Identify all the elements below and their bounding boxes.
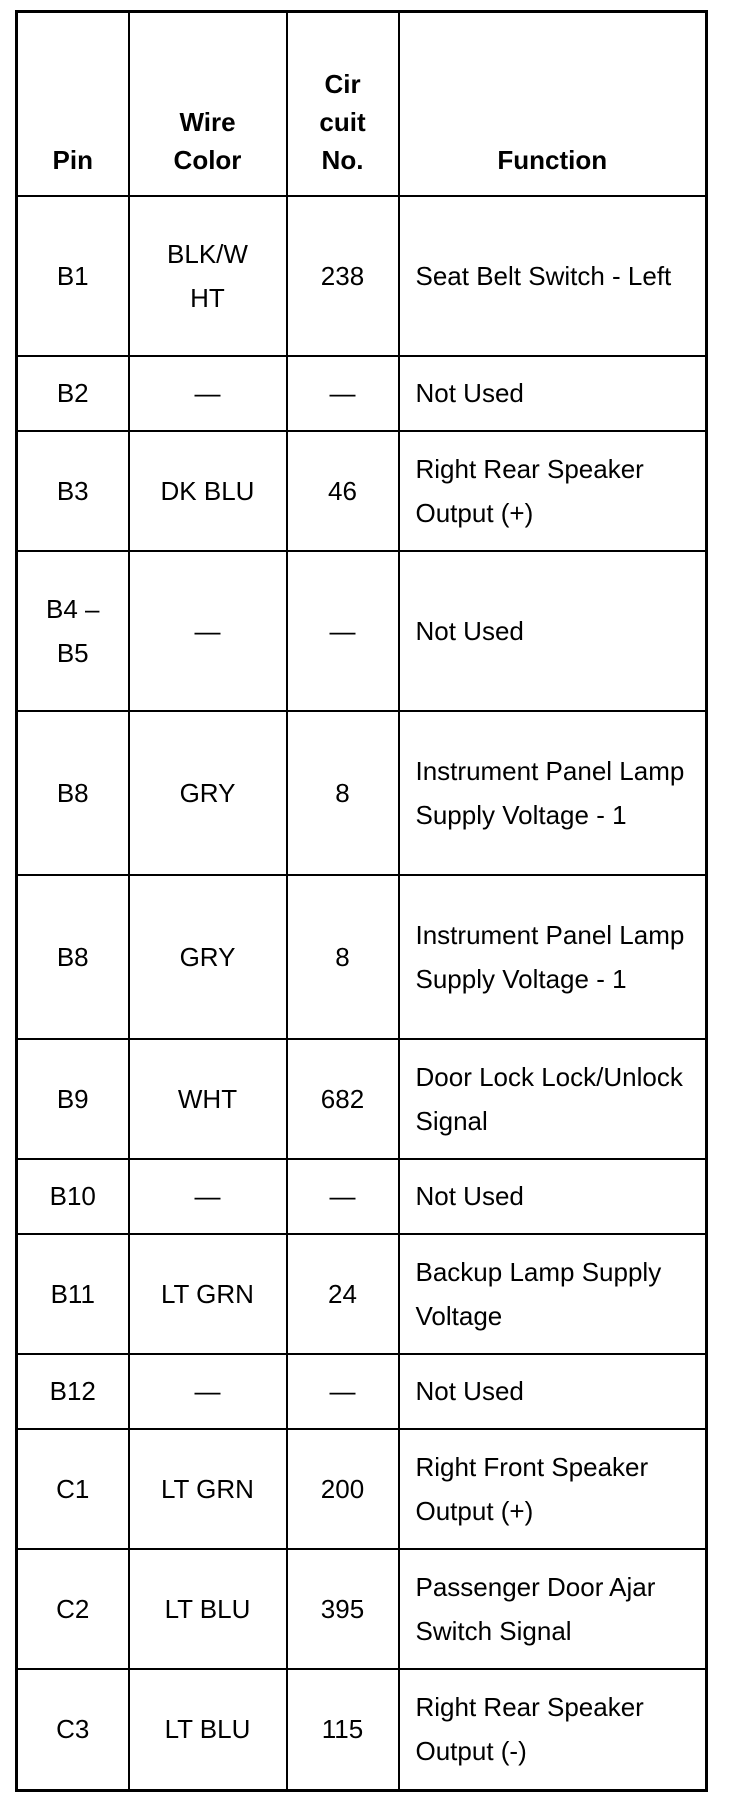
function-cell: Right Rear Speaker Output (+) (399, 431, 707, 551)
circuit-cell: — (287, 356, 399, 431)
header-pin: Pin (17, 12, 129, 196)
table-row (17, 1669, 707, 1791)
circuit-cell: — (287, 1354, 399, 1429)
pin-cell: B9 (17, 1039, 129, 1159)
pin-cell: B2 (17, 356, 129, 431)
wire-color-cell: GRY (129, 711, 287, 875)
pin-cell: B10 (17, 1159, 129, 1234)
header-wire-color: Wire Color (129, 12, 287, 196)
table-row (17, 551, 707, 711)
function-cell: Door Lock Lock/Unlock Signal (399, 1039, 707, 1159)
pin-cell: B1 (17, 196, 129, 356)
connector-pinout-table (15, 10, 708, 1792)
pin-cell: C1 (17, 1429, 129, 1549)
pin-cell: C2 (17, 1549, 129, 1669)
wire-color-cell: DK BLU (129, 431, 287, 551)
wire-color-cell: — (129, 1159, 287, 1234)
circuit-cell: 115 (287, 1669, 399, 1791)
function-cell: Right Front Speaker Output (+) (399, 1429, 707, 1549)
wire-color-cell: LT BLU (129, 1669, 287, 1791)
circuit-cell: 395 (287, 1549, 399, 1669)
wire-color-cell: — (129, 551, 287, 711)
function-cell: Not Used (399, 1354, 707, 1429)
wire-color-cell: LT GRN (129, 1429, 287, 1549)
header-function: Function (399, 12, 707, 196)
circuit-cell: 24 (287, 1234, 399, 1354)
pin-cell: C3 (17, 1669, 129, 1791)
function-cell: Instrument Panel Lamp Supply Voltage - 1 (399, 711, 707, 875)
table-row (17, 1549, 707, 1669)
table-row (17, 1234, 707, 1354)
function-cell: Backup Lamp Supply Voltage (399, 1234, 707, 1354)
function-cell: Right Rear Speaker Output (-) (399, 1669, 707, 1791)
table-row (17, 711, 707, 875)
circuit-cell: — (287, 1159, 399, 1234)
pin-cell: B11 (17, 1234, 129, 1354)
table-row (17, 356, 707, 431)
function-cell: Not Used (399, 1159, 707, 1234)
circuit-cell: — (287, 551, 399, 711)
function-cell: Seat Belt Switch - Left (399, 196, 707, 356)
wire-color-cell: BLK/W HT (129, 196, 287, 356)
circuit-cell: 8 (287, 711, 399, 875)
pin-cell: B8 (17, 711, 129, 875)
wire-color-cell: WHT (129, 1039, 287, 1159)
circuit-cell: 238 (287, 196, 399, 356)
pin-cell: B3 (17, 431, 129, 551)
function-cell: Not Used (399, 551, 707, 711)
table-row (17, 1159, 707, 1234)
circuit-cell: 682 (287, 1039, 399, 1159)
table-row (17, 1429, 707, 1549)
pin-cell: B8 (17, 875, 129, 1039)
function-cell: Instrument Panel Lamp Supply Voltage - 1 (399, 875, 707, 1039)
pin-cell: B4 –B5 (17, 551, 129, 711)
function-cell: Passenger Door Ajar Switch Signal (399, 1549, 707, 1669)
function-cell: Not Used (399, 356, 707, 431)
table-row (17, 1354, 707, 1429)
wire-color-cell: LT GRN (129, 1234, 287, 1354)
table-row (17, 1039, 707, 1159)
circuit-cell: 8 (287, 875, 399, 1039)
circuit-cell: 200 (287, 1429, 399, 1549)
header-row (17, 12, 707, 196)
table-row (17, 431, 707, 551)
circuit-cell: 46 (287, 431, 399, 551)
wire-color-cell: — (129, 1354, 287, 1429)
table-row (17, 196, 707, 356)
table-row (17, 875, 707, 1039)
wire-color-cell: — (129, 356, 287, 431)
wire-color-cell: LT BLU (129, 1549, 287, 1669)
wire-color-cell: GRY (129, 875, 287, 1039)
header-circuit-no: Cir cuit No. (287, 12, 399, 196)
pin-cell: B12 (17, 1354, 129, 1429)
